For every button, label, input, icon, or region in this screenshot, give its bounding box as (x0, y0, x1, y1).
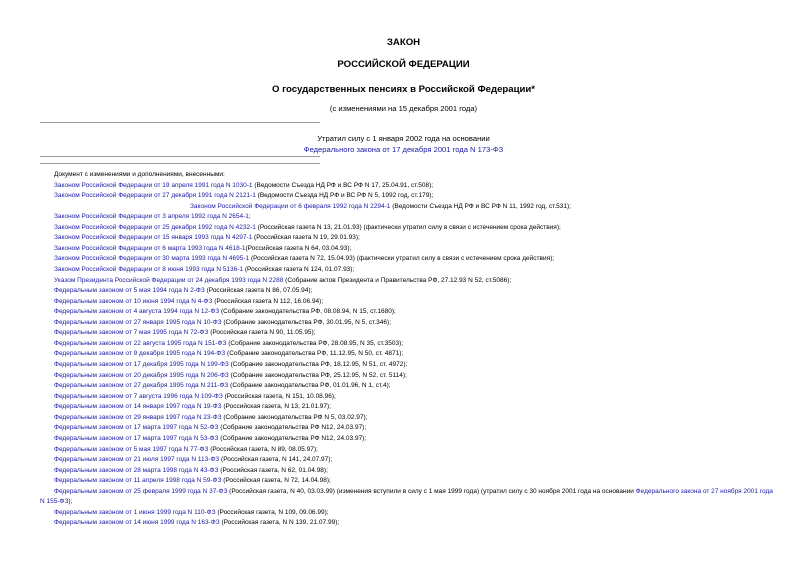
amendment-link[interactable]: Федеральным законом от 20 декабря 1995 года N 206-ФЗ (54, 372, 229, 379)
list-item: Федеральным законом от 17 декабря 1995 года N 199-ФЗ (Собрание законодательства РФ, 18.12.95, N 51, ст. 4972); (54, 361, 408, 368)
changes-intro: Документ с изменениями и дополнениями, внесенными: (54, 171, 225, 178)
list-item: Законом Российской Федерации от 25 декабря 1992 года N 4232-1 (Российская газета N 13, 21.01.93) (фактически утратил силу в связи с истечением срока действия); (54, 224, 561, 231)
list-item: Федеральным законом от 14 января 1997 года N 19-ФЗ (Российская газета, N 13, 21.01.97); (54, 403, 331, 410)
amendment-link[interactable]: Законом Российской Федерации от 25 декабря 1992 года N 4232-1 (54, 224, 256, 231)
amendment-link[interactable]: Федеральным законом от 29 января 1997 года N 23-ФЗ (54, 414, 222, 421)
amendment-link[interactable]: Федеральным законом от 9 декабря 1995 года N 194-ФЗ (54, 350, 226, 357)
list-item: Федеральным законом от 9 декабря 1995 года N 194-ФЗ (Собрание законодательства РФ, 11.12.95, N 50, ст. 4871); (54, 350, 404, 357)
list-item: Федеральным законом от 1 июня 1999 года N 110-ФЗ (Российская газета, N 109, 09.06.99); (54, 509, 329, 516)
list-item: Федеральным законом от 14 июня 1999 года N 163-ФЗ (Российская газета, N N 139, 21.07.99); (54, 519, 340, 526)
list-item: Федеральным законом от 11 апреля 1998 года N 59-ФЗ (Российская газета, N 72, 14.04.98); (54, 477, 331, 484)
list-item: Федеральным законом от 5 мая 1994 года N 2-ФЗ (Российская газета N 86, 07.05.94); (54, 287, 313, 294)
list-item: Федеральным законом от 25 февраля 1999 года N 37-ФЗ (Российская газета, N 40, 03.03.99) (изменения вступили в силу с 1 мая 1999 года) (утратил силу с 30 ноября 2001 года на основании Федерального закона от 27 ноября 2001 года N 155-ФЗ); (40, 488, 773, 505)
list-item: Законом Российской Федерации от 6 марта 1993 года N 4618-1(Российская газета N 64, 03.04.93); (54, 245, 352, 252)
list-item: Законом Российской Федерации от 27 декабря 1991 года N 2121-1 (Ведомости Съезда НД РФ и ВС РФ N 5, 1992 год, ст.179); (54, 192, 434, 199)
amendment-link[interactable]: Законом Российской Федерации от 3 апреля 1992 года N 2654-1 (54, 213, 249, 220)
amendment-link[interactable]: Федеральным законом от 5 мая 1994 года N 2-ФЗ (54, 287, 205, 294)
list-item: Законом Российской Федерации от 19 апреля 1991 года N 1030-1 (Ведомости Съезда НД РФ и ВС РФ N 17, 25.04.91, ст.508); (54, 182, 434, 189)
amendment-link[interactable]: Законом Российской Федерации от 6 марта 1993 года N 4618-1 (54, 245, 246, 252)
amendment-link[interactable]: Федеральным законом от 22 августа 1995 года N 151-ФЗ (54, 340, 227, 347)
list-item: Федеральным законом от 5 мая 1997 года N 77-ФЗ (Российская газета, N 89, 08.05.97); (54, 446, 318, 453)
amendment-link[interactable]: Федеральным законом от 5 мая 1997 года N 77-ФЗ (54, 446, 209, 453)
list-item: Федеральным законом от 17 марта 1997 года N 53-ФЗ (Собрание законодательства РФ N12, 24.03.97); (54, 435, 367, 442)
amendment-link[interactable]: Законом Российской Федерации от 15 января 1993 года N 4297-1 (54, 234, 253, 241)
list-item: Федеральным законом от 27 декабря 1995 года N 211-ФЗ (Собрание законодательства РФ, 01.01.96, N 1, ст.4); (54, 382, 391, 389)
amendment-link[interactable]: Федеральным законом от 21 июля 1997 года N 113-ФЗ (54, 456, 220, 463)
amendment-link[interactable]: Законом Российской Федерации от 30 марта 1993 года N 4695-1 (54, 255, 250, 262)
amendment-link[interactable]: Законом Российской Федерации от 19 апреля 1991 года N 1030-1 (54, 182, 253, 189)
list-item: Законом Российской Федерации от 6 февраля 1992 года N 2294-1 (Ведомости Съезда НД РФ и ВС РФ N 11, 1992 год, ст.531); (190, 203, 571, 210)
title-federation: РОССИЙСКОЙ ФЕДЕРАЦИИ (337, 59, 470, 70)
list-item: Федеральным законом от 20 декабря 1995 года N 206-ФЗ (Собрание законодательства РФ, 25.12.95, N 52, ст. 5114); (54, 372, 407, 379)
list-item: Законом Российской Федерации от 8 июня 1993 года N 5136-1 (Российская газета N 124, 01.07.93); (54, 266, 355, 273)
divider (40, 163, 320, 164)
amendment-link[interactable]: Федеральным законом от 27 декабря 1995 года N 211-ФЗ (54, 382, 229, 389)
list-item: Федеральным законом от 7 мая 1995 года N 72-ФЗ (Российская газета N 90, 11.05.95); (54, 329, 316, 336)
amendment-link[interactable]: Федеральным законом от 17 марта 1997 года N 53-ФЗ (54, 435, 219, 442)
amendment-link[interactable]: Федеральным законом от 25 февраля 1999 года N 37-ФЗ (54, 488, 228, 495)
list-item: Федеральным законом от 28 марта 1998 года N 43-ФЗ (Российская газета, N 62, 01.04.98); (54, 467, 328, 474)
list-item: Законом Российской Федерации от 15 января 1993 года N 4297-1 (Российская газета N 19, 29.01.93); (54, 234, 360, 241)
repealing-law-link[interactable]: Федерального закона от 27 ноября 2001 года N 155-ФЗ (40, 488, 773, 505)
list-item: Федеральным законом от 17 марта 1997 года N 52-ФЗ (Собрание законодательства РФ N12, 24.03.97); (54, 424, 367, 431)
amendment-link[interactable]: Указом Президента Российской Федерации от 24 декабря 1993 года N 2288 (54, 277, 284, 284)
list-item: Указом Президента Российской Федерации от 24 декабря 1993 года N 2288 (Собрание актов Президента и Правительства РФ, 27.12.93 N 52, ст.5086); (54, 277, 512, 284)
amendment-link[interactable]: Законом Российской Федерации от 6 февраля 1992 года N 2294-1 (190, 203, 391, 210)
amendment-link[interactable]: Законом Российской Федерации от 27 декабря 1991 года N 2121-1 (54, 192, 256, 199)
amendment-link[interactable]: Федеральным законом от 17 декабря 1995 года N 199-ФЗ (54, 361, 229, 368)
divider (40, 122, 320, 123)
list-item: Федеральным законом от 22 августа 1995 года N 151-ФЗ (Собрание законодательства РФ, 28.08.95, N 35, ст.3503); (54, 340, 404, 347)
amendment-link[interactable]: Федеральным законом от 14 июня 1999 года N 163-ФЗ (54, 519, 220, 526)
amendment-link[interactable]: Федеральным законом от 11 апреля 1998 года N 59-ФЗ (54, 477, 222, 484)
list-item: Законом Российской Федерации от 30 марта 1993 года N 4695-1 (Российская газета N 72, 15.04.93) (фактически утратил силу в связи с истечением срока действия); (54, 255, 555, 262)
list-item: Федеральным законом от 21 июля 1997 года N 113-ФЗ (Российская газета, N 141, 24.07.97); (54, 456, 333, 463)
list-item: Федеральным законом от 10 июня 1994 года N 4-ФЗ (Российская газета N 112, 16.06.94); (54, 298, 324, 305)
title-subject: О государственных пенсиях в Российской Федерации* (271, 84, 536, 95)
list-item: Федеральным законом от 4 августа 1994 года N 12-ФЗ (Собрание законодательства РФ, 08.08.94, N 15, ст.1680); (54, 308, 396, 315)
amendment-link[interactable]: Федеральным законом от 10 июня 1994 года N 4-ФЗ (54, 298, 213, 305)
divider (40, 156, 320, 157)
list-item: Федеральным законом от 7 августа 1996 года N 109-ФЗ (Российская газета, N 151, 10.08.96); (54, 393, 336, 400)
amendment-link[interactable]: Федеральным законом от 27 января 1995 года N 10-ФЗ (54, 319, 222, 326)
list-item: Федеральным законом от 27 января 1995 года N 10-ФЗ (Собрание законодательства РФ, 30.01.95, N 5, ст.346); (54, 319, 392, 326)
amendment-link[interactable]: Федеральным законом от 7 августа 1996 года N 109-ФЗ (54, 393, 223, 400)
amendment-link[interactable]: Федеральным законом от 4 августа 1994 года N 12-ФЗ (54, 308, 220, 315)
amendment-link[interactable]: Федеральным законом от 7 мая 1995 года N 72-ФЗ (54, 329, 209, 336)
edition-note: (с изменениями на 15 декабря 2001 года) (329, 104, 478, 113)
amendment-link[interactable]: Законом Российской Федерации от 8 июня 1993 года N 5136-1 (54, 266, 244, 273)
amendment-link[interactable]: Федеральным законом от 1 июня 1999 года N 110-ФЗ (54, 509, 216, 516)
amendment-link[interactable]: Федеральным законом от 17 марта 1997 года N 52-ФЗ (54, 424, 219, 431)
amendment-link[interactable]: Федеральным законом от 14 января 1997 года N 19-ФЗ (54, 403, 222, 410)
list-item: Федеральным законом от 29 января 1997 года N 23-ФЗ (Собрание законодательства РФ N 5, 03.02.97); (54, 414, 368, 421)
status-text: Утратил силу с 1 января 2002 года на основании (317, 134, 490, 143)
title-law: ЗАКОН (386, 37, 421, 48)
amendment-link[interactable]: Федеральным законом от 28 марта 1998 года N 43-ФЗ (54, 467, 219, 474)
repeal-link[interactable]: Федерального закона от 17 декабря 2001 года N 173-ФЗ (303, 145, 504, 154)
list-item: Законом Российской Федерации от 3 апреля 1992 года N 2654-1; (54, 213, 251, 220)
